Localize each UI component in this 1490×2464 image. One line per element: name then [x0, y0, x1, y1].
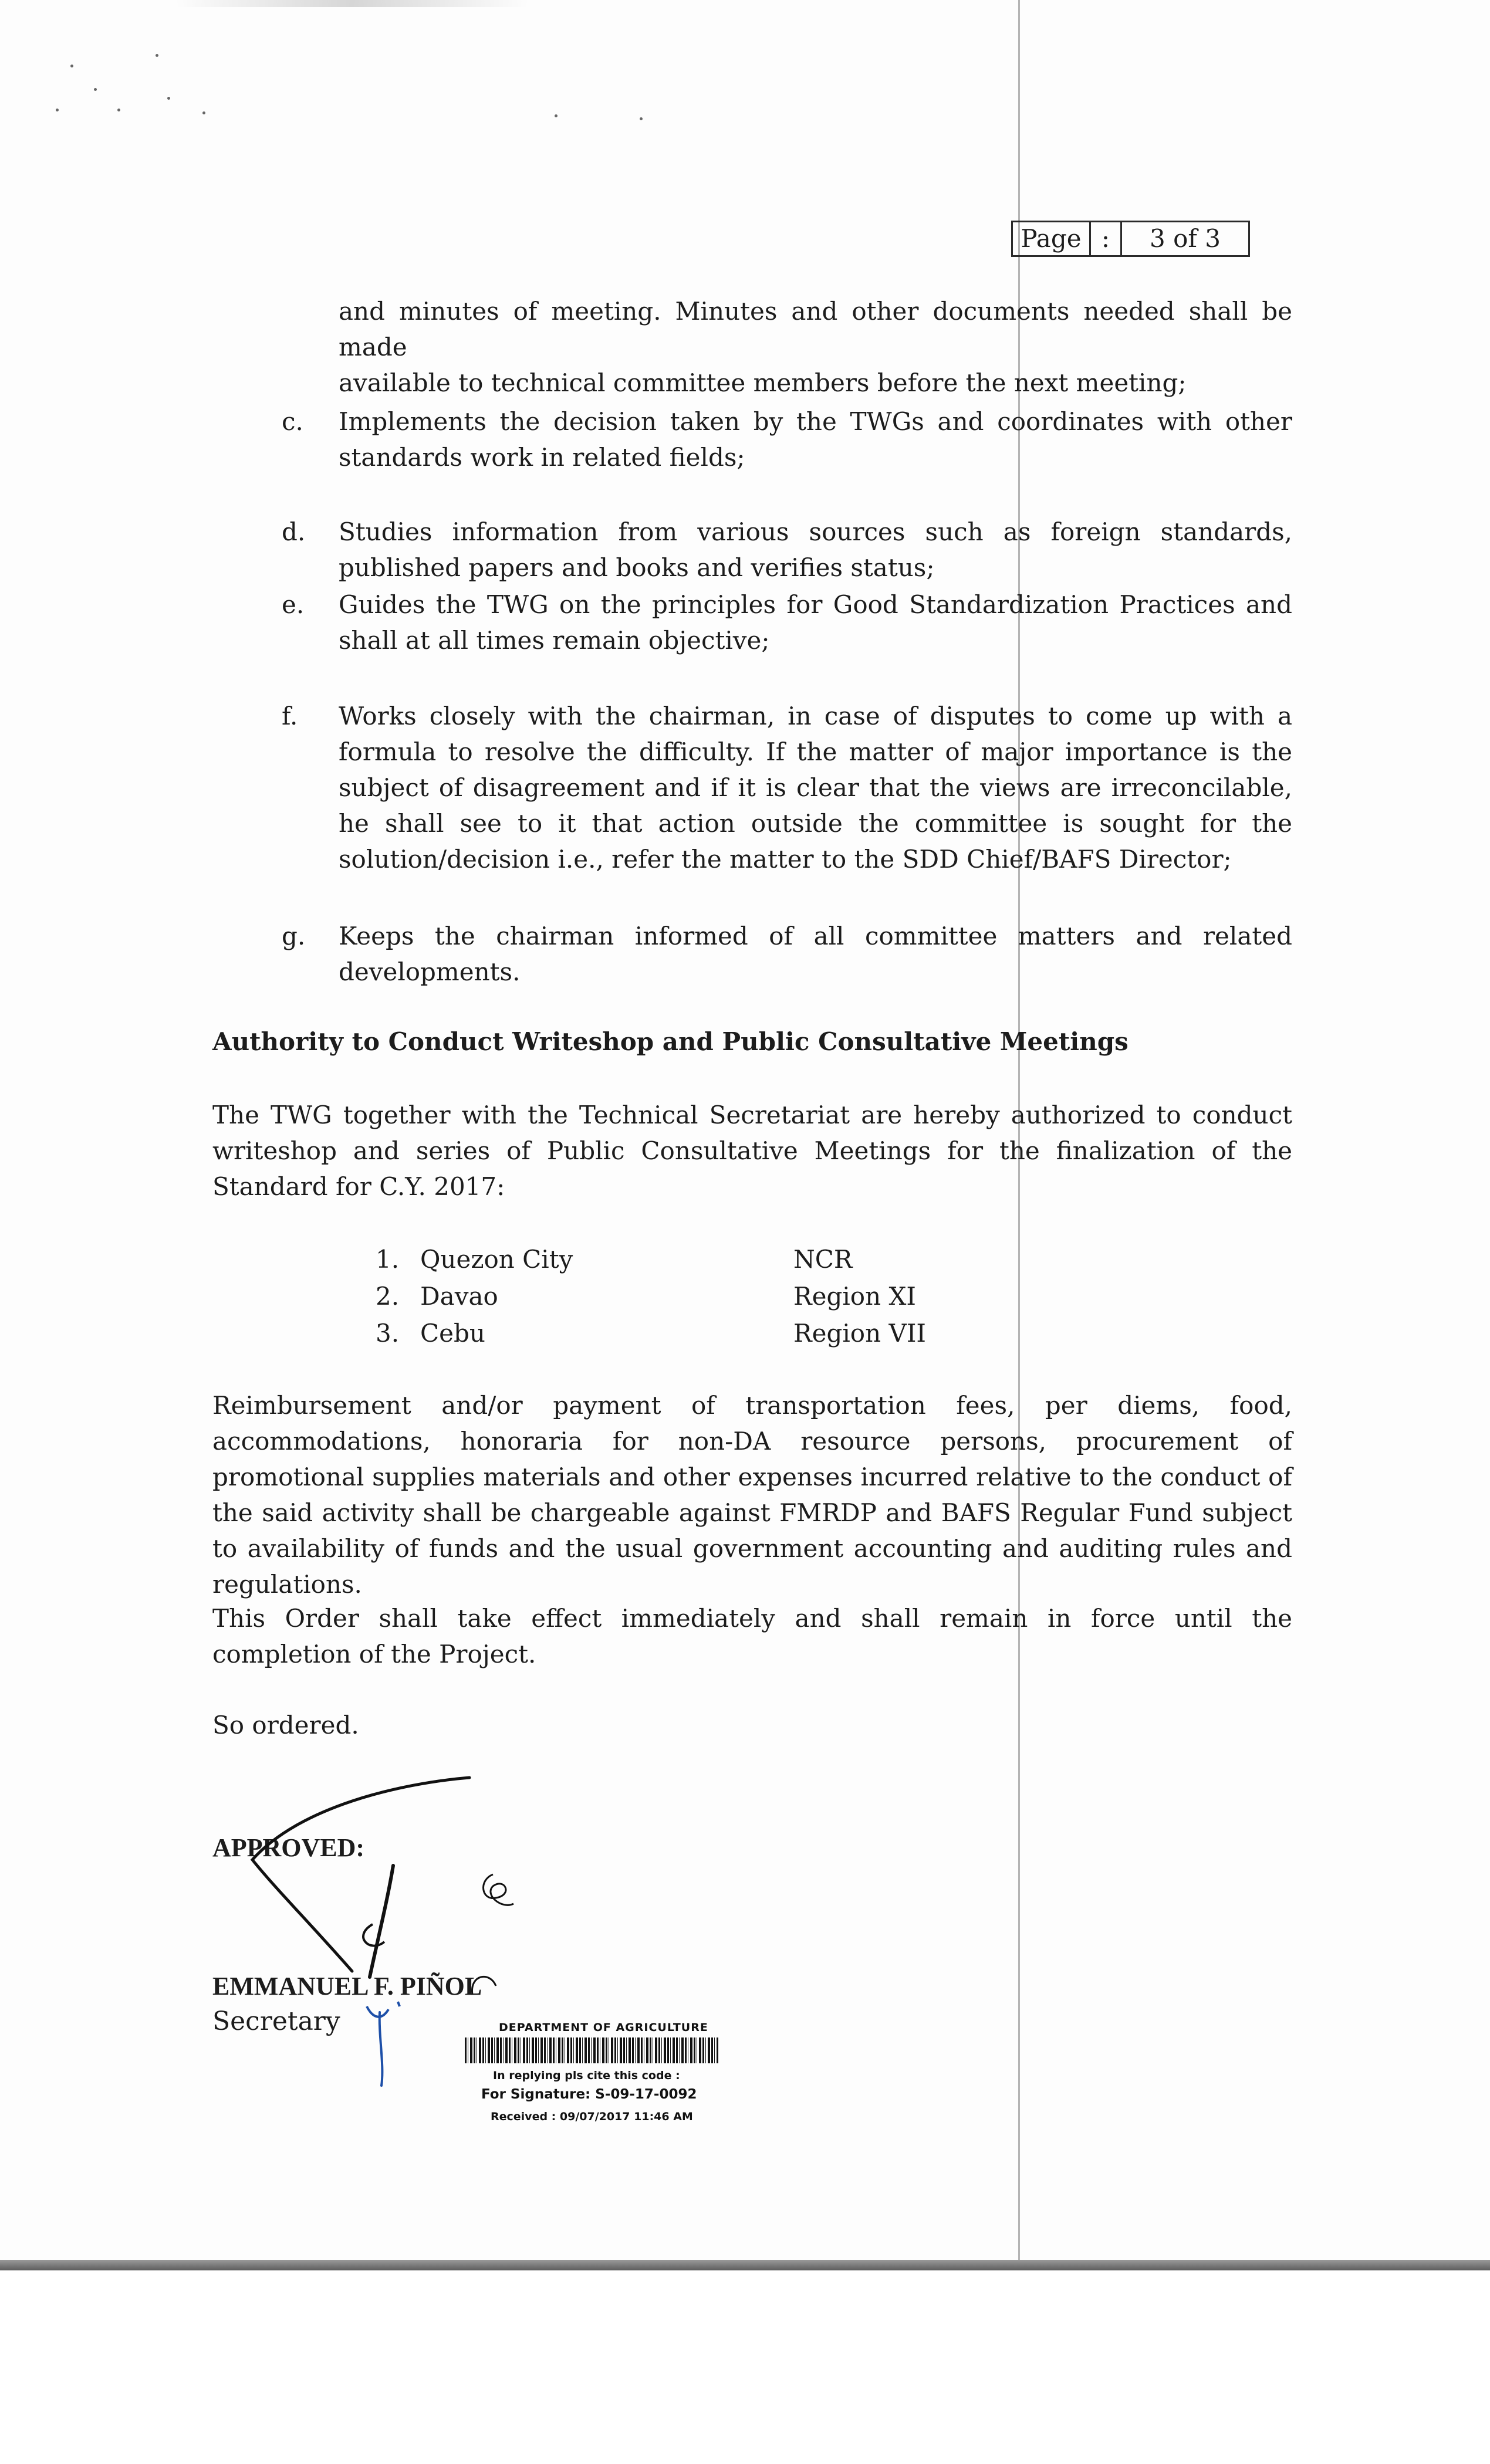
list-item-text: Keeps the chairman informed of all committee matters and related developments.: [339, 922, 1292, 986]
list-item-label: e.: [282, 590, 305, 619]
stamp-reply-note: In replying pls cite this code :: [493, 2069, 680, 2082]
scan-speck: [117, 109, 120, 111]
continuation-line: and minutes of meeting. Minutes and other documents needed shall be made: [339, 297, 1292, 361]
list-item-f: [282, 698, 1292, 877]
list-item-label: g.: [282, 922, 306, 950]
receiving-stamp: [446, 2021, 769, 2174]
venue-row: [376, 1241, 1021, 1278]
venue-row: [376, 1278, 1021, 1315]
section-heading: Authority to Conduct Writeshop and Public Consultative Meetings: [212, 1027, 1129, 1056]
scan-speck: [167, 97, 170, 100]
scan-speck: [70, 65, 73, 67]
venue-city: Quezon City: [420, 1245, 573, 1274]
venue-row: [376, 1315, 1021, 1352]
scan-speck: [202, 111, 205, 114]
stamp-received: Received : 09/07/2017 11:46 AM: [491, 2110, 693, 2123]
authority-paragraph: The TWG together with the Technical Secretariat are hereby authorized to conduct writeshop and series of Public Consultative Meetings for the finalization of the Standard for C.Y. 2017:: [212, 1101, 1292, 1201]
scan-shadow: [176, 0, 528, 7]
venue-list: [376, 1241, 1021, 1352]
scan-speck: [94, 88, 97, 91]
page-label: Page: [1013, 222, 1091, 255]
venue-number: 2.: [376, 1282, 400, 1311]
list-item-g: [282, 918, 1292, 990]
list-item-label: f.: [282, 702, 298, 730]
page-number: 3 of 3: [1150, 224, 1221, 253]
list-item-label: c.: [282, 407, 303, 436]
stamp-department: DEPARTMENT OF AGRICULTURE: [499, 2021, 708, 2034]
scan-speck: [56, 109, 59, 111]
approved-label: APPROVED:: [212, 1833, 365, 1862]
scan-speck: [640, 117, 643, 120]
page-number-box: [1011, 221, 1250, 257]
list-item-label: d.: [282, 517, 306, 546]
list-item-text: Implements the decision taken by the TWGs and coordinates with other standards work in related fields;: [339, 407, 1292, 472]
list-item-text: Guides the TWG on the principles for Good Standardization Practices and shall at all times remain objective;: [339, 590, 1292, 655]
effectivity-paragraph: This Order shall take effect immediately and shall remain in force until the completion of the Project.: [212, 1604, 1292, 1668]
closing-line: So ordered.: [212, 1711, 359, 1739]
scan-bottom-edge: [0, 2260, 1490, 2270]
list-item-text: Studies information from various sources such as foreign standards, published papers and books and verifies status;: [339, 517, 1292, 582]
venue-region: Region VII: [793, 1319, 926, 1348]
venue-region: NCR: [793, 1245, 853, 1274]
list-item-d: [282, 514, 1292, 585]
venue-city: Cebu: [420, 1319, 485, 1348]
venue-city: Davao: [420, 1282, 498, 1311]
page-separator: :: [1091, 222, 1122, 255]
stamp-barcode: [465, 2037, 718, 2063]
continuation-paragraph: [339, 293, 1292, 401]
list-item-c: [282, 404, 1292, 475]
reimbursement-paragraph: Reimbursement and/or payment of transportation fees, per diems, food, accommodations, honoraria for non-DA resource persons, procurement of promotional supplies materials and other expenses incurred relative to the conduct of the said activity shall be chargeable against FMRDP and BAFS Regular Fund subject to availability of funds and the usual government accounting and auditing rules and regulations.: [212, 1391, 1292, 1599]
venue-region: Region XI: [793, 1282, 916, 1311]
venue-number: 1.: [376, 1245, 400, 1274]
signatory-title: Secretary: [212, 2006, 340, 2036]
stamp-signature-code: For Signature: S-09-17-0092: [481, 2087, 697, 2102]
signatory-name: EMMANUEL F. PIÑOL: [212, 1972, 482, 2001]
scan-speck: [156, 54, 158, 57]
continuation-line: available to technical committee members before the next meeting;: [339, 368, 1187, 397]
list-item-text: Works closely with the chairman, in case of disputes to come up with a formula to resolve the difficulty. If the matter of major importance is the subject of disagreement and if it is clear that the views are irreconcilable, he shall see to it that action outside the committee is sought for the solution/decision i.e., refer the matter to the SDD Chief/BAFS Director;: [339, 702, 1292, 874]
venue-number: 3.: [376, 1319, 400, 1348]
scan-speck: [555, 114, 558, 117]
list-item-e: [282, 587, 1292, 658]
